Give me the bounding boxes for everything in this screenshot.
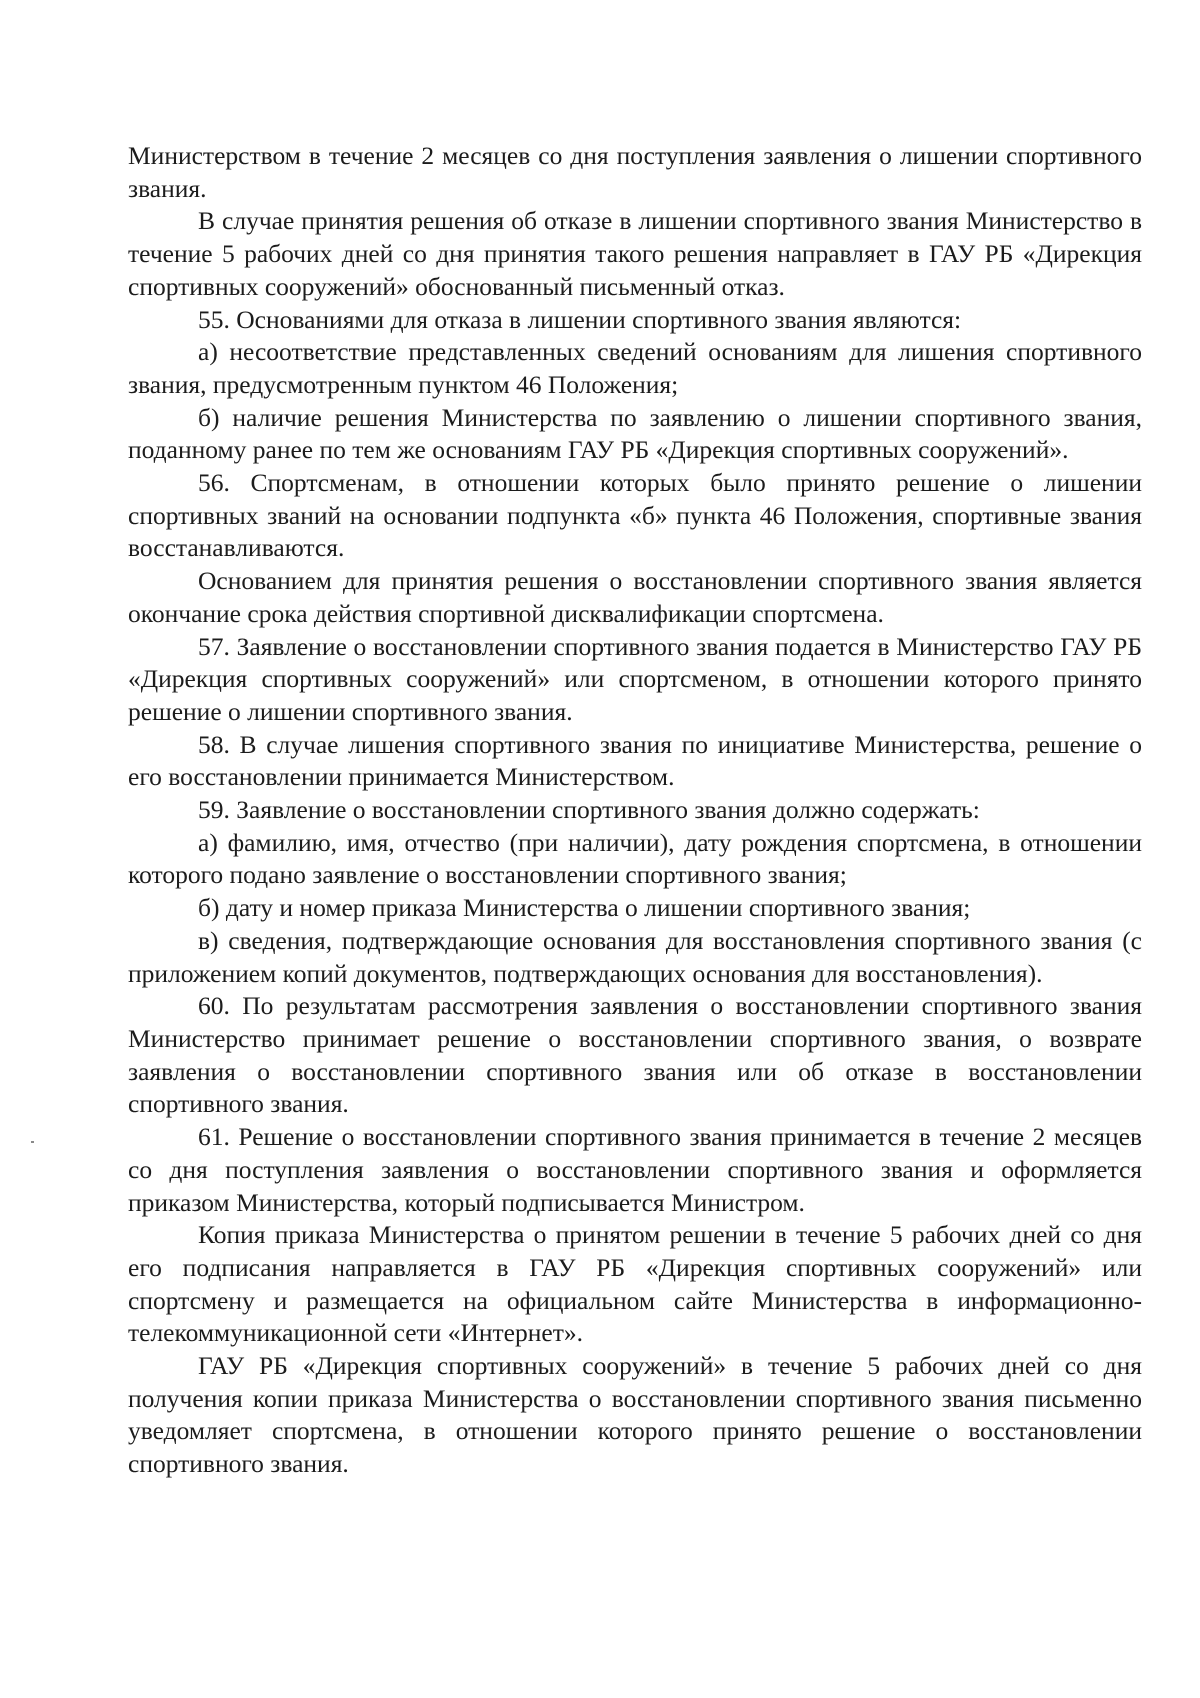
paragraph-56: 56. Спортсменам, в отношении которых было принято решение о лишении спортивных званий на основании подпункта «б» пункта 46 Положения, спортивные звания восстанавливаются. [128, 468, 1142, 563]
document-body [128, 140, 1142, 1481]
paragraph-61-copy: Копия приказа Министерства о принятом решении в течение 5 рабочих дней со дня его подписания направляется в ГАУ РБ «Дирекция спортивных сооружений» или спортсмену и размещается на официальном сайте Министерства в информационно-телекоммуникационной сети «Интернет». [128, 1220, 1142, 1348]
paragraph-59: 59. Заявление о восстановлении спортивного звания должно содержать: [198, 795, 980, 825]
paragraph-continuation: Министерством в течение 2 месяцев со дня поступления заявления о лишении спортивного звания. [128, 141, 1142, 203]
paragraph-56-basis: Основанием для принятия решения о восстановлении спортивного звания является окончание срока действия спортивной дисквалификации спортсмена. [128, 566, 1142, 628]
paragraph-59-v: в) сведения, подтверждающие основания для восстановления спортивного звания (с приложением копий документов, подтверждающих основания для восстановления). [128, 925, 1142, 988]
paragraph-55-b: б) наличие решения Министерства по заявлению о лишении спортивного звания, поданному ранее по тем же основаниям ГАУ РБ «Дирекция спортивных сооружений». [128, 402, 1142, 465]
paragraph-57: 57. Заявление о восстановлении спортивного звания подается в Министерство ГАУ РБ «Дирекция спортивных сооружений» или спортсменом, в отношении которого принято решение о лишении спортивного звания. [128, 631, 1142, 726]
scan-speck [31, 1141, 34, 1143]
paragraph-55-a: а) несоответствие представленных сведений основаниям для лишения спортивного звания, предусмотренным пунктом 46 Положения; [128, 337, 1142, 399]
paragraph-59-a: а) фамилию, имя, отчество (при наличии), дату рождения спортсмена, в отношении которого подано заявление о восстановлении спортивного звания; [128, 827, 1142, 890]
paragraph-58: 58. В случае лишения спортивного звания по инициативе Министерства, решение о его восстановлении принимается Министерством. [128, 729, 1142, 792]
paragraph-61: 61. Решение о восстановлении спортивного звания принимается в течение 2 месяцев со дня поступления заявления о восстановлении спортивного звания и оформляется приказом Министерства, который подписывается Министром. [128, 1122, 1142, 1217]
paragraph-59-b: б) дату и номер приказа Министерства о лишении спортивного звания; [198, 893, 971, 923]
paragraph-55: 55. Основаниями для отказа в лишении спортивного звания являются: [198, 304, 962, 334]
paragraph-refusal-notice: В случае принятия решения об отказе в лишении спортивного звания Министерство в течение 5 рабочих дней со дня принятия такого решения направляет в ГАУ РБ «Дирекция спортивных сооружений» обоснованный письменный отказ. [128, 206, 1142, 301]
paragraph-60: 60. По результатам рассмотрения заявления о восстановлении спортивного звания Министерство принимает решение о восстановлении спортивного звания, о возврате заявления о восстановлении спортивного звания или об отказе в восстановлении спортивного звания. [128, 991, 1142, 1119]
paragraph-61-notify: ГАУ РБ «Дирекция спортивных сооружений» в течение 5 рабочих дней со дня получения копии приказа Министерства о восстановлении спортивного звания письменно уведомляет спортсмена, в отношении которого принято решение о восстановлении спортивного звания. [128, 1351, 1142, 1479]
